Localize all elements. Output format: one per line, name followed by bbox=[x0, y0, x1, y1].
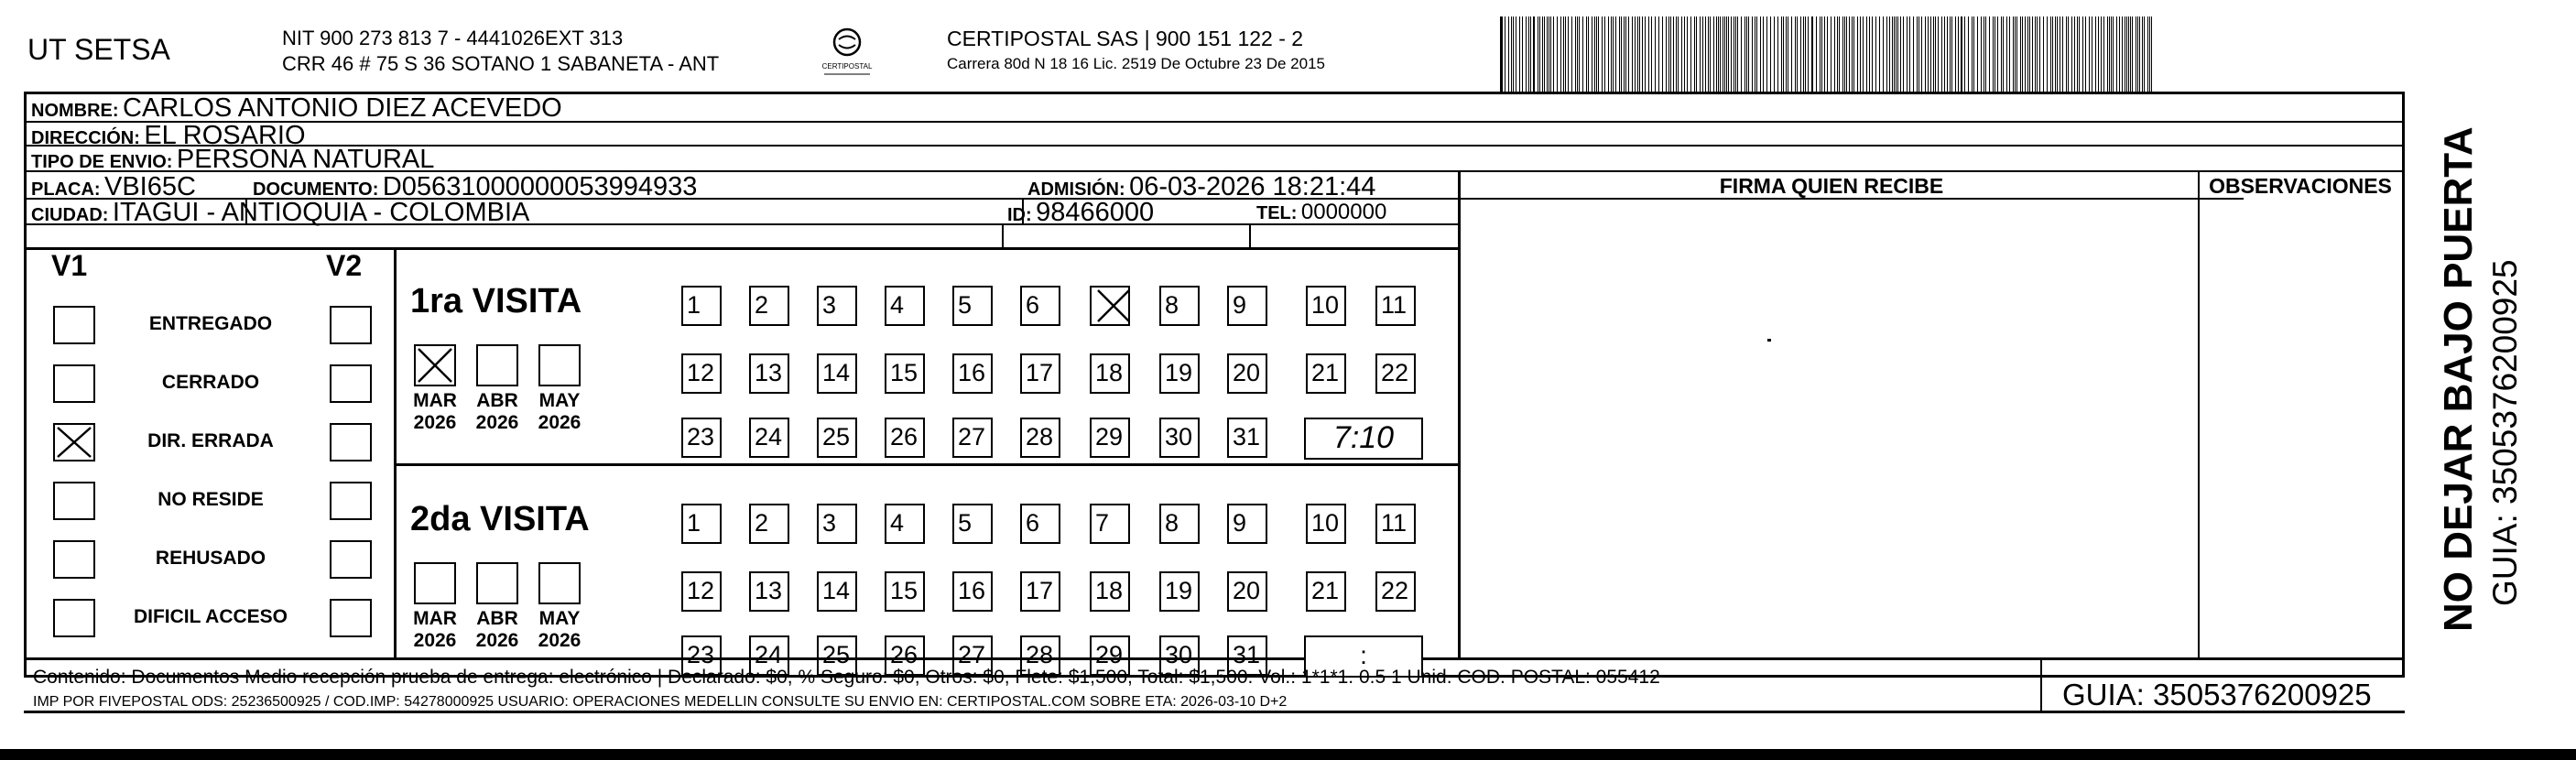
day-number: 31 bbox=[1233, 423, 1261, 451]
day-number: 8 bbox=[1165, 291, 1179, 319]
day-number: 5 bbox=[958, 291, 973, 319]
placa-label: PLACA: bbox=[31, 179, 101, 200]
v2-checkbox[interactable] bbox=[330, 540, 372, 579]
day-box[interactable] bbox=[885, 418, 925, 458]
id-cell bbox=[1007, 198, 1154, 228]
day-box[interactable] bbox=[1306, 353, 1346, 394]
day-box[interactable] bbox=[1227, 504, 1267, 544]
day-number: 24 bbox=[755, 641, 783, 668]
day-box[interactable] bbox=[749, 286, 789, 326]
day-number: 24 bbox=[755, 423, 783, 451]
day-number: 3 bbox=[822, 291, 837, 319]
status-label: DIR. ERRADA bbox=[147, 430, 274, 451]
day-number: 22 bbox=[1381, 577, 1409, 604]
tel-label: TEL: bbox=[1256, 203, 1298, 223]
visit-title: 1ra VISITA bbox=[410, 282, 582, 320]
day-number: 11 bbox=[1381, 509, 1408, 537]
day-box[interactable] bbox=[1090, 353, 1130, 394]
month-name: ABR bbox=[476, 390, 518, 411]
bottom-bar bbox=[0, 749, 2576, 760]
day-number: 26 bbox=[890, 641, 918, 668]
certi-line: CERTIPOSTAL SAS | 900 151 122 - 2 bbox=[947, 27, 1304, 50]
direccion-label: DIRECCIÓN: bbox=[31, 128, 140, 148]
day-box[interactable] bbox=[1090, 571, 1130, 612]
day-box[interactable] bbox=[1375, 286, 1416, 326]
day-box[interactable] bbox=[1159, 571, 1200, 612]
month-label bbox=[465, 390, 529, 434]
day-number: 1 bbox=[687, 509, 701, 537]
day-box[interactable] bbox=[681, 286, 722, 326]
day-number: 23 bbox=[687, 423, 715, 451]
month-year: 2026 bbox=[475, 630, 519, 651]
v1-checkbox[interactable] bbox=[53, 599, 95, 637]
day-box[interactable] bbox=[681, 418, 722, 458]
v1-checkbox[interactable] bbox=[53, 364, 95, 403]
day-number: 15 bbox=[890, 359, 918, 386]
v2-checkbox[interactable] bbox=[330, 423, 372, 461]
day-box[interactable] bbox=[1090, 504, 1130, 544]
day-box[interactable] bbox=[885, 286, 925, 326]
v1-header: V1 bbox=[51, 249, 88, 282]
day-number: 2 bbox=[755, 509, 769, 537]
day-number: 12 bbox=[687, 577, 715, 604]
logo-text: CERTIPOSTAL bbox=[821, 62, 873, 71]
day-number: 14 bbox=[822, 577, 851, 604]
id-label: ID: bbox=[1007, 205, 1032, 225]
day-box[interactable] bbox=[817, 418, 857, 458]
day-number: 9 bbox=[1233, 291, 1247, 319]
nombre-row bbox=[31, 93, 562, 124]
stray-mark bbox=[1767, 339, 1771, 342]
month-name: ABR bbox=[476, 608, 518, 629]
day-number: 19 bbox=[1165, 577, 1193, 604]
month-checkbox[interactable] bbox=[476, 344, 518, 386]
day-box[interactable] bbox=[749, 504, 789, 544]
day-number: 12 bbox=[687, 359, 715, 386]
certi-address: Carrera 80d N 18 16 Lic. 2519 De Octubre 23 De 2015 bbox=[947, 55, 1325, 72]
day-number: 16 bbox=[958, 577, 986, 604]
day-number: 29 bbox=[1095, 641, 1124, 668]
address-line: CRR 46 # 75 S 36 SOTANO 1 SABANETA - ANT bbox=[282, 52, 720, 75]
month-checkbox[interactable] bbox=[414, 344, 456, 386]
ciudad-value: ITAGUI - ANTIOQUIA - COLOMBIA bbox=[112, 198, 530, 227]
day-number: 20 bbox=[1233, 577, 1261, 604]
day-box[interactable] bbox=[952, 418, 993, 458]
day-box[interactable] bbox=[817, 571, 857, 612]
observaciones-header: OBSERVACIONES bbox=[2209, 174, 2392, 198]
day-number: 16 bbox=[958, 359, 986, 386]
nit-line: NIT 900 273 813 7 - 4441026EXT 313 bbox=[282, 27, 624, 49]
v1-checkbox[interactable] bbox=[53, 482, 95, 520]
month-checkbox[interactable] bbox=[414, 562, 456, 604]
month-year: 2026 bbox=[475, 412, 519, 433]
ciudad-cell bbox=[31, 198, 529, 228]
day-number: 5 bbox=[958, 509, 973, 537]
month-label bbox=[403, 608, 467, 652]
day-box[interactable] bbox=[817, 353, 857, 394]
day-box[interactable] bbox=[1020, 418, 1060, 458]
day-number: 13 bbox=[755, 577, 783, 604]
v2-checkbox[interactable] bbox=[330, 306, 372, 344]
day-number: 29 bbox=[1095, 423, 1124, 451]
day-number: 8 bbox=[1165, 509, 1179, 537]
v1-checkbox[interactable] bbox=[53, 540, 95, 579]
v2-header: V2 bbox=[326, 249, 363, 282]
nombre-value: CARLOS ANTONIO DIEZ ACEVEDO bbox=[123, 93, 562, 123]
v2-checkbox[interactable] bbox=[330, 482, 372, 520]
month-year: 2026 bbox=[538, 412, 582, 433]
day-box[interactable] bbox=[1227, 286, 1267, 326]
day-number: 23 bbox=[687, 641, 715, 668]
day-box[interactable] bbox=[952, 504, 993, 544]
status-label: NO RESIDE bbox=[158, 489, 264, 510]
day-number: 30 bbox=[1165, 641, 1193, 668]
day-box[interactable] bbox=[1159, 504, 1200, 544]
day-box[interactable] bbox=[1375, 353, 1416, 394]
day-box[interactable] bbox=[1306, 571, 1346, 612]
day-box[interactable] bbox=[1227, 418, 1267, 458]
day-box[interactable] bbox=[1159, 418, 1200, 458]
day-number: 30 bbox=[1165, 423, 1193, 451]
day-box[interactable] bbox=[1020, 571, 1060, 612]
day-number: 17 bbox=[1026, 359, 1054, 386]
id-value: 98466000 bbox=[1036, 198, 1155, 227]
day-number: 4 bbox=[890, 291, 905, 319]
month-label bbox=[527, 608, 592, 652]
company-info bbox=[282, 26, 719, 77]
day-number: 28 bbox=[1026, 641, 1054, 668]
v1-checkbox[interactable] bbox=[53, 306, 95, 344]
day-box[interactable] bbox=[681, 504, 722, 544]
day-number: 13 bbox=[755, 359, 783, 386]
visit-title: 2da VISITA bbox=[410, 500, 590, 538]
month-label bbox=[465, 608, 529, 652]
day-number: 18 bbox=[1095, 577, 1124, 604]
day-box[interactable] bbox=[885, 353, 925, 394]
day-number: 26 bbox=[890, 423, 918, 451]
status-label: CERRADO bbox=[161, 372, 260, 393]
day-number: 7 bbox=[1095, 509, 1110, 537]
day-box[interactable] bbox=[952, 353, 993, 394]
day-number: 1 bbox=[687, 291, 701, 319]
placa-value: VBI65C bbox=[104, 172, 196, 201]
month-name: MAY bbox=[538, 390, 581, 411]
tel-value: 0000000 bbox=[1300, 200, 1387, 224]
company-name: UT SETSA bbox=[27, 33, 170, 66]
day-number: 27 bbox=[958, 641, 986, 668]
documento-value: D05631000000053994933 bbox=[382, 172, 698, 201]
month-year: 2026 bbox=[413, 630, 457, 651]
direccion-value: EL ROSARIO bbox=[144, 121, 306, 150]
day-number: 3 bbox=[822, 509, 837, 537]
day-number: 4 bbox=[890, 509, 905, 537]
day-number: 21 bbox=[1311, 359, 1340, 386]
day-box[interactable] bbox=[885, 571, 925, 612]
day-number: 10 bbox=[1311, 509, 1340, 537]
day-box[interactable] bbox=[749, 418, 789, 458]
day-box[interactable] bbox=[681, 353, 722, 394]
tipo-envio-row bbox=[31, 145, 434, 175]
certipostal-logo bbox=[813, 24, 881, 79]
day-box[interactable] bbox=[681, 571, 722, 612]
day-number: 18 bbox=[1095, 359, 1124, 386]
month-name: MAY bbox=[538, 608, 581, 629]
month-label bbox=[527, 390, 592, 434]
admision-label: ADMISIÓN: bbox=[1027, 179, 1125, 200]
day-number: 2 bbox=[755, 291, 769, 319]
day-number: 6 bbox=[1026, 509, 1040, 537]
day-number: 27 bbox=[958, 423, 986, 451]
day-box[interactable] bbox=[885, 504, 925, 544]
footer-guia: GUIA: 3505376200925 bbox=[2062, 678, 2372, 711]
month-year: 2026 bbox=[538, 630, 582, 651]
time-box[interactable]: 7:10 bbox=[1304, 418, 1423, 460]
day-number: 31 bbox=[1233, 641, 1261, 668]
day-number: 21 bbox=[1311, 577, 1340, 604]
day-box[interactable] bbox=[1159, 286, 1200, 326]
day-box[interactable] bbox=[1227, 353, 1267, 394]
day-box[interactable] bbox=[1227, 571, 1267, 612]
footer-contenido: Contenido: Documentos Medio recepción prueba de entrega: electrónico | Declarado: $0, % Seguro: $0, Otros: $0, Flete: $1,500, Total: $1,500. Vol.: 1*1*1. 0.5 1 Unid. COD. POSTAL: 055412 bbox=[33, 667, 1660, 688]
no-dejar-notice: NO DEJAR BAJO PUERTA bbox=[2436, 126, 2481, 632]
month-checkbox[interactable] bbox=[476, 562, 518, 604]
day-number: 19 bbox=[1165, 359, 1193, 386]
day-number: 22 bbox=[1381, 359, 1409, 386]
day-box[interactable] bbox=[1306, 504, 1346, 544]
firma-header: FIRMA QUIEN RECIBE bbox=[1719, 174, 1944, 198]
barcode bbox=[1498, 16, 2158, 92]
day-number: 6 bbox=[1026, 291, 1040, 319]
day-number: 25 bbox=[822, 423, 851, 451]
day-box[interactable] bbox=[1090, 418, 1130, 458]
day-box[interactable] bbox=[952, 571, 993, 612]
status-label: ENTREGADO bbox=[148, 313, 273, 334]
v2-checkbox[interactable] bbox=[330, 599, 372, 637]
day-number: 11 bbox=[1381, 291, 1408, 319]
month-checkbox[interactable] bbox=[538, 562, 581, 604]
status-label: DIFICIL ACCESO bbox=[133, 606, 288, 627]
day-number: 10 bbox=[1311, 291, 1340, 319]
day-box[interactable] bbox=[817, 504, 857, 544]
day-number: 17 bbox=[1026, 577, 1054, 604]
ciudad-label: CIUDAD: bbox=[31, 205, 109, 225]
day-box[interactable] bbox=[1375, 504, 1416, 544]
day-box[interactable] bbox=[1020, 286, 1060, 326]
time-box[interactable]: : bbox=[1304, 635, 1423, 678]
month-name: MAR bbox=[413, 608, 457, 629]
month-checkbox[interactable] bbox=[538, 344, 581, 386]
footer-imp: IMP POR FIVEPOSTAL ODS: 25236500925 / COD.IMP: 54278000925 USUARIO: OPERACIONES MEDELLIN CONSULTE SU ENVIO EN: CERTIPOSTAL.COM SOBRE ETA: 2026-03-10 D+2 bbox=[33, 694, 1288, 710]
tel-cell bbox=[1256, 200, 1386, 225]
day-box[interactable] bbox=[749, 353, 789, 394]
day-box[interactable] bbox=[1090, 286, 1130, 326]
v1-checkbox[interactable] bbox=[53, 423, 95, 461]
tipo-envio-label: TIPO DE ENVIO: bbox=[31, 152, 173, 172]
certipostal-info bbox=[947, 26, 1325, 77]
side-guia: GUIA: 3505376200925 bbox=[2486, 259, 2524, 606]
month-name: MAR bbox=[413, 390, 457, 411]
documento-label: DOCUMENTO: bbox=[253, 179, 379, 200]
day-box[interactable] bbox=[1020, 504, 1060, 544]
admision-value: 06-03-2026 18:21:44 bbox=[1129, 172, 1376, 201]
status-label: REHUSADO bbox=[155, 548, 266, 569]
day-box[interactable] bbox=[1375, 571, 1416, 612]
day-number: 14 bbox=[822, 359, 851, 386]
day-box[interactable] bbox=[749, 571, 789, 612]
month-label bbox=[403, 390, 467, 434]
day-number: 20 bbox=[1233, 359, 1261, 386]
month-year: 2026 bbox=[413, 412, 457, 433]
day-box[interactable] bbox=[952, 286, 993, 326]
nombre-label: NOMBRE: bbox=[31, 101, 119, 121]
day-number: 9 bbox=[1233, 509, 1247, 537]
day-box[interactable] bbox=[1020, 353, 1060, 394]
day-number: 15 bbox=[890, 577, 918, 604]
day-number: 25 bbox=[822, 641, 851, 668]
day-number: 28 bbox=[1026, 423, 1054, 451]
day-box[interactable] bbox=[1159, 353, 1200, 394]
tipo-envio-value: PERSONA NATURAL bbox=[176, 145, 435, 174]
day-box[interactable] bbox=[817, 286, 857, 326]
day-box[interactable] bbox=[1306, 286, 1346, 326]
v2-checkbox[interactable] bbox=[330, 364, 372, 403]
